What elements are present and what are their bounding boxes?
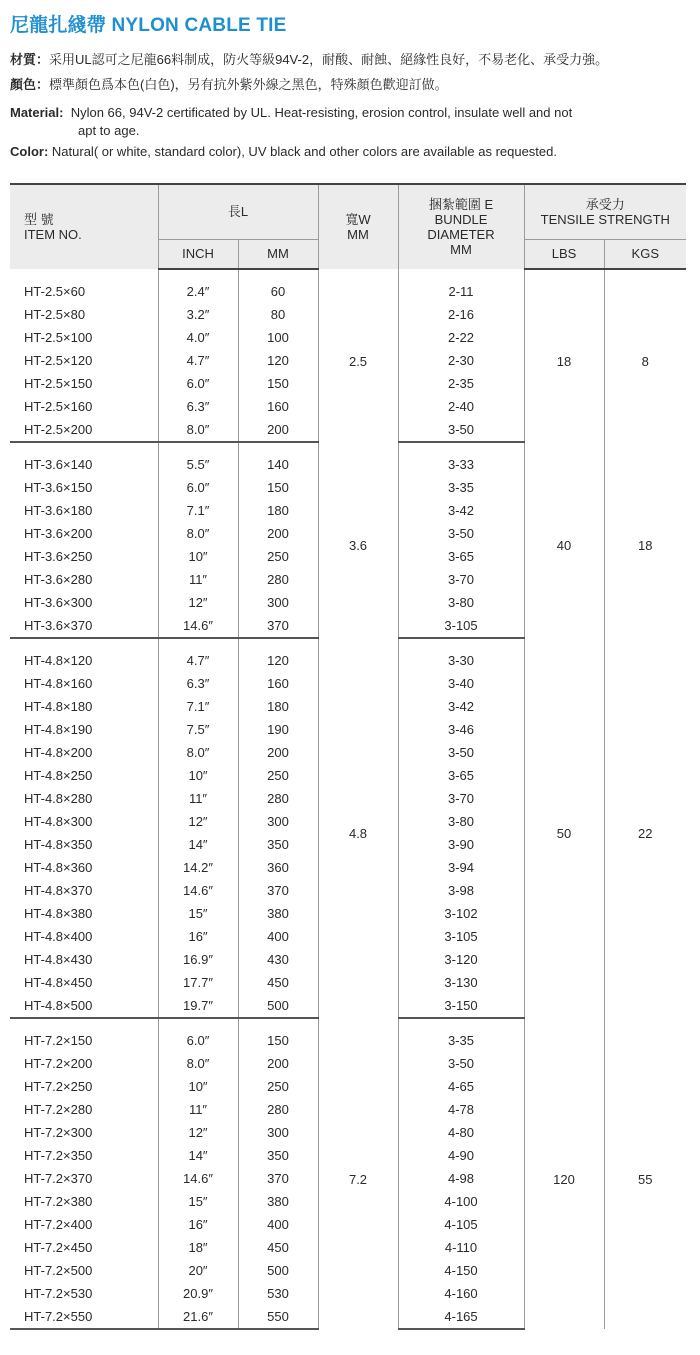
- mm-cell: 250: [238, 1075, 318, 1098]
- bundle-cell: 4-98: [398, 1167, 524, 1190]
- item-cell: HT-3.6×280: [24, 572, 93, 587]
- mm-cell: 160: [238, 395, 318, 418]
- inch-cell: 10″: [158, 545, 238, 568]
- en-color-label: Color:: [10, 144, 49, 159]
- mm-cell: 300: [238, 810, 318, 833]
- mm-cell: 550: [238, 1305, 318, 1329]
- bundle-cell: 3-50: [398, 1052, 524, 1075]
- spacer-cell: [158, 269, 238, 280]
- item-cell: HT-4.8×280: [24, 791, 93, 806]
- header-width: [318, 184, 398, 269]
- table-row: [10, 453, 686, 476]
- inch-cell: 8.0″: [158, 741, 238, 764]
- inch-cell: 7.5″: [158, 718, 238, 741]
- spacer-cell: [604, 442, 686, 453]
- inch-cell: 15″: [158, 902, 238, 925]
- mm-cell: 150: [238, 372, 318, 395]
- header-kgs: KGS: [604, 239, 686, 269]
- bundle-cell: 3-30: [398, 649, 524, 672]
- mm-cell: 360: [238, 856, 318, 879]
- mm-cell: 380: [238, 1190, 318, 1213]
- bundle-cell: 3-105: [398, 614, 524, 638]
- inch-cell: 11″: [158, 787, 238, 810]
- bundle-cell: 4-165: [398, 1305, 524, 1329]
- spacer-cell: [524, 442, 604, 453]
- inch-cell: 4.0″: [158, 326, 238, 349]
- mm-cell: 190: [238, 718, 318, 741]
- inch-cell: 16″: [158, 925, 238, 948]
- item-cell: HT-2.5×100: [24, 330, 93, 345]
- item-cell: HT-7.2×500: [24, 1263, 93, 1278]
- inch-cell: 20.9″: [158, 1282, 238, 1305]
- spacer-cell: [158, 442, 238, 453]
- mm-cell: 280: [238, 787, 318, 810]
- zh-color-text: 標準顏色爲本色(白色)，另有抗外紫外線之黑色，特殊顏色歡迎訂做。: [49, 77, 448, 92]
- item-cell: HT-2.5×150: [24, 376, 93, 391]
- item-cell: HT-4.8×430: [24, 952, 93, 967]
- zh-color-line: [10, 76, 448, 94]
- inch-cell: 6.0″: [158, 1029, 238, 1052]
- spacer-cell: [158, 1018, 238, 1029]
- item-cell: HT-2.5×60: [24, 284, 86, 299]
- item-cell: HT-4.8×370: [24, 883, 93, 898]
- spacer-cell: [238, 638, 318, 649]
- bundle-cell: 3-70: [398, 568, 524, 591]
- inch-cell: 8.0″: [158, 522, 238, 545]
- mm-cell: 370: [238, 879, 318, 902]
- mm-cell: 500: [238, 1259, 318, 1282]
- spacer-cell: [318, 1018, 398, 1029]
- mm-cell: 450: [238, 971, 318, 994]
- mm-cell: 200: [238, 522, 318, 545]
- item-cell: HT-4.8×180: [24, 699, 93, 714]
- item-cell: HT-4.8×190: [24, 722, 93, 737]
- spacer-cell: [524, 638, 604, 649]
- inch-cell: 15″: [158, 1190, 238, 1213]
- bundle-cell: 3-150: [398, 994, 524, 1018]
- inch-cell: 8.0″: [158, 418, 238, 442]
- item-cell: HT-2.5×120: [24, 353, 93, 368]
- spacer-cell: [604, 269, 686, 280]
- bundle-cell: 3-94: [398, 856, 524, 879]
- mm-cell: 180: [238, 499, 318, 522]
- table-group: [10, 638, 686, 1018]
- inch-cell: 12″: [158, 591, 238, 614]
- spacer-cell: [398, 1018, 524, 1029]
- table-row: [10, 1029, 686, 1052]
- mm-cell: 370: [238, 614, 318, 638]
- mm-cell: 250: [238, 764, 318, 787]
- item-cell: HT-3.6×370: [10, 614, 158, 638]
- header-tensile-en: TENSILE STRENGTH: [540, 211, 670, 227]
- header-item-en: ITEM NO.: [24, 227, 82, 242]
- mm-cell: 60: [238, 280, 318, 303]
- item-cell: HT-2.5×80: [24, 307, 86, 322]
- item-cell: HT-4.8×300: [24, 814, 93, 829]
- item-cell: HT-7.2×350: [24, 1148, 93, 1163]
- inch-cell: 14″: [158, 833, 238, 856]
- spacer-cell: [604, 638, 686, 649]
- width-cell: 7.2: [318, 1029, 398, 1329]
- mm-cell: 200: [238, 1052, 318, 1075]
- spacer-cell: [238, 1018, 318, 1029]
- bundle-cell: 2-16: [398, 303, 524, 326]
- bundle-cell: 3-35: [398, 1029, 524, 1052]
- bundle-cell: 3-90: [398, 833, 524, 856]
- table-group: [10, 269, 686, 442]
- inch-cell: 20″: [158, 1259, 238, 1282]
- inch-cell: 6.0″: [158, 476, 238, 499]
- inch-cell: 16.9″: [158, 948, 238, 971]
- inch-cell: 2.4″: [158, 280, 238, 303]
- bundle-cell: 4-100: [398, 1190, 524, 1213]
- mm-cell: 200: [238, 418, 318, 442]
- header-tensile-zh: 承受力: [585, 196, 625, 212]
- header-bundle-mm: MM: [450, 242, 472, 257]
- spacer-cell: [318, 442, 398, 453]
- mm-cell: 400: [238, 925, 318, 948]
- item-cell: HT-7.2×150: [24, 1033, 93, 1048]
- mm-cell: 300: [238, 1121, 318, 1144]
- item-cell: HT-4.8×200: [24, 745, 93, 760]
- width-cell: 3.6: [318, 453, 398, 638]
- item-cell: HT-4.8×350: [24, 837, 93, 852]
- inch-cell: 11″: [158, 568, 238, 591]
- inch-cell: 19.7″: [158, 994, 238, 1018]
- bundle-cell: 4-160: [398, 1282, 524, 1305]
- inch-cell: 11″: [158, 1098, 238, 1121]
- spacer-cell: [604, 1018, 686, 1029]
- inch-cell: 12″: [158, 810, 238, 833]
- bundle-cell: 2-35: [398, 372, 524, 395]
- bundle-cell: 4-90: [398, 1144, 524, 1167]
- bundle-cell: 3-80: [398, 810, 524, 833]
- item-cell: HT-7.2×380: [24, 1194, 93, 1209]
- table-group: [10, 1018, 686, 1329]
- inch-cell: 7.1″: [158, 499, 238, 522]
- en-color-line: [10, 143, 557, 161]
- mm-cell: 530: [238, 1282, 318, 1305]
- mm-cell: 500: [238, 994, 318, 1018]
- item-cell: HT-7.2×200: [24, 1056, 93, 1071]
- bundle-cell: 4-150: [398, 1259, 524, 1282]
- header-bundle-en2: DIAMETER: [427, 227, 495, 242]
- inch-cell: 16″: [158, 1213, 238, 1236]
- inch-cell: 17.7″: [158, 971, 238, 994]
- mm-cell: 430: [238, 948, 318, 971]
- mm-cell: 120: [238, 649, 318, 672]
- bundle-cell: 3-40: [398, 672, 524, 695]
- bundle-cell: 3-130: [398, 971, 524, 994]
- mm-cell: 80: [238, 303, 318, 326]
- spec-table: [10, 183, 686, 1330]
- item-cell: HT-4.8×250: [24, 768, 93, 783]
- item-cell: HT-7.2×400: [24, 1217, 93, 1232]
- bundle-cell: 2-30: [398, 349, 524, 372]
- inch-cell: 6.3″: [158, 672, 238, 695]
- spacer-cell: [238, 269, 318, 280]
- inch-cell: 10″: [158, 764, 238, 787]
- item-cell: HT-7.2×530: [24, 1286, 93, 1301]
- en-material-text: Nylon 66, 94V-2 certificated by UL. Heat-resisting, erosion control, insulate well and not: [70, 105, 573, 120]
- bundle-cell: 4-110: [398, 1236, 524, 1259]
- bundle-cell: 3-42: [398, 499, 524, 522]
- mm-cell: 160: [238, 672, 318, 695]
- inch-cell: 14.2″: [158, 856, 238, 879]
- kgs-cell: 18: [604, 453, 686, 638]
- header-width-zh: 寬W: [345, 212, 371, 227]
- inch-cell: 14.6″: [158, 879, 238, 902]
- en-material-text-cont: apt to age.: [78, 123, 140, 138]
- inch-cell: 21.6″: [158, 1305, 238, 1329]
- item-cell: HT-4.8×500: [10, 994, 158, 1018]
- kgs-cell: 22: [604, 649, 686, 1018]
- mm-cell: 280: [238, 568, 318, 591]
- inch-cell: 12″: [158, 1121, 238, 1144]
- bundle-cell: 3-33: [398, 453, 524, 476]
- inch-cell: 6.0″: [158, 372, 238, 395]
- spacer-cell: [398, 442, 524, 453]
- mm-cell: 120: [238, 349, 318, 372]
- mm-cell: 350: [238, 833, 318, 856]
- spacer-cell: [318, 638, 398, 649]
- inch-cell: 4.7″: [158, 349, 238, 372]
- item-cell: HT-7.2×550: [10, 1305, 158, 1329]
- item-cell: HT-4.8×120: [24, 653, 93, 668]
- mm-cell: 350: [238, 1144, 318, 1167]
- table-row: [10, 649, 686, 672]
- header-item-zh: 型 號: [24, 212, 54, 227]
- en-material-label: Material:: [10, 105, 64, 120]
- bundle-cell: 3-65: [398, 545, 524, 568]
- mm-cell: 370: [238, 1167, 318, 1190]
- mm-cell: 380: [238, 902, 318, 925]
- inch-cell: 18″: [158, 1236, 238, 1259]
- inch-cell: 5.5″: [158, 453, 238, 476]
- lbs-cell: 40: [524, 453, 604, 638]
- bundle-cell: 3-70: [398, 787, 524, 810]
- mm-cell: 280: [238, 1098, 318, 1121]
- table-group: [10, 442, 686, 638]
- item-cell: HT-4.8×400: [24, 929, 93, 944]
- inch-cell: 14.6″: [158, 1167, 238, 1190]
- bundle-cell: 3-105: [398, 925, 524, 948]
- width-cell: 4.8: [318, 649, 398, 1018]
- spacer-cell: [10, 638, 158, 649]
- header-lbs: LBS: [524, 239, 604, 269]
- item-cell: HT-2.5×200: [10, 418, 158, 442]
- zh-color-label: 顏色：: [10, 77, 50, 92]
- width-cell: 2.5: [318, 280, 398, 442]
- item-cell: HT-3.6×300: [24, 595, 93, 610]
- item-cell: HT-7.2×450: [24, 1240, 93, 1255]
- item-cell: HT-7.2×300: [24, 1125, 93, 1140]
- mm-cell: 250: [238, 545, 318, 568]
- bundle-cell: 3-50: [398, 522, 524, 545]
- item-cell: HT-3.6×180: [24, 503, 93, 518]
- spacer-cell: [524, 1018, 604, 1029]
- bundle-cell: 3-50: [398, 418, 524, 442]
- inch-cell: 7.1″: [158, 695, 238, 718]
- spacer-cell: [158, 638, 238, 649]
- bundle-cell: 4-80: [398, 1121, 524, 1144]
- bundle-cell: 3-42: [398, 695, 524, 718]
- bundle-cell: 3-102: [398, 902, 524, 925]
- mm-cell: 400: [238, 1213, 318, 1236]
- bundle-cell: 2-11: [398, 280, 524, 303]
- inch-cell: 4.7″: [158, 649, 238, 672]
- mm-cell: 180: [238, 695, 318, 718]
- header-mm: MM: [238, 239, 318, 269]
- item-cell: HT-3.6×150: [24, 480, 93, 495]
- lbs-cell: 50: [524, 649, 604, 1018]
- item-cell: HT-7.2×370: [24, 1171, 93, 1186]
- inch-cell: 3.2″: [158, 303, 238, 326]
- header-item: [10, 184, 158, 269]
- item-cell: HT-3.6×140: [24, 457, 93, 472]
- item-cell: HT-7.2×250: [24, 1079, 93, 1094]
- inch-cell: 6.3″: [158, 395, 238, 418]
- item-cell: HT-4.8×160: [24, 676, 93, 691]
- header-tensile: [524, 184, 686, 239]
- spacer-cell: [10, 1018, 158, 1029]
- item-cell: HT-4.8×380: [24, 906, 93, 921]
- mm-cell: 140: [238, 453, 318, 476]
- bundle-cell: 2-22: [398, 326, 524, 349]
- header-bundle-en1: BUNDLE: [434, 212, 488, 227]
- mm-cell: 100: [238, 326, 318, 349]
- header-width-mm: MM: [347, 227, 369, 242]
- table-row: [10, 280, 686, 303]
- inch-cell: 10″: [158, 1075, 238, 1098]
- zh-material-text: 采用UL認可之尼龍66料制成，防火等級94V-2，耐酸、耐蝕、絕緣性良好，不易老化、承受力強。: [49, 52, 609, 67]
- mm-cell: 150: [238, 1029, 318, 1052]
- item-cell: HT-7.2×280: [24, 1102, 93, 1117]
- en-color-text: Natural( or white, standard color), UV black and other colors are available as requested.: [51, 144, 557, 159]
- mm-cell: 450: [238, 1236, 318, 1259]
- mm-cell: 200: [238, 741, 318, 764]
- bundle-cell: 3-50: [398, 741, 524, 764]
- bundle-cell: 3-46: [398, 718, 524, 741]
- spacer-cell: [398, 638, 524, 649]
- lbs-cell: 18: [524, 280, 604, 442]
- item-cell: HT-3.6×200: [24, 526, 93, 541]
- item-cell: HT-4.8×450: [24, 975, 93, 990]
- inch-cell: 14″: [158, 1144, 238, 1167]
- item-cell: HT-3.6×250: [24, 549, 93, 564]
- item-cell: HT-2.5×160: [24, 399, 93, 414]
- page-title: 尼龍扎綫帶 NYLON CABLE TIE: [10, 15, 287, 36]
- header-length: 長L: [158, 184, 318, 239]
- kgs-cell: 55: [604, 1029, 686, 1329]
- mm-cell: 300: [238, 591, 318, 614]
- bundle-cell: 3-120: [398, 948, 524, 971]
- bundle-cell: 4-105: [398, 1213, 524, 1236]
- en-material-line: [10, 104, 690, 140]
- spacer-cell: [318, 269, 398, 280]
- inch-cell: 14.6″: [158, 614, 238, 638]
- header-inch: INCH: [158, 239, 238, 269]
- bundle-cell: 4-78: [398, 1098, 524, 1121]
- bundle-cell: 4-65: [398, 1075, 524, 1098]
- bundle-cell: 3-80: [398, 591, 524, 614]
- spacer-cell: [524, 269, 604, 280]
- bundle-cell: 3-35: [398, 476, 524, 499]
- zh-material-label: 材質：: [10, 52, 50, 67]
- mm-cell: 150: [238, 476, 318, 499]
- spacer-cell: [10, 269, 158, 280]
- header-bundle: [398, 184, 524, 269]
- spacer-cell: [398, 269, 524, 280]
- lbs-cell: 120: [524, 1029, 604, 1329]
- spacer-cell: [10, 442, 158, 453]
- bundle-cell: 3-98: [398, 879, 524, 902]
- inch-cell: 8.0″: [158, 1052, 238, 1075]
- bundle-cell: 3-65: [398, 764, 524, 787]
- zh-material-line: [10, 51, 608, 69]
- item-cell: HT-4.8×360: [24, 860, 93, 875]
- header-bundle-zh: 捆紮範圍 E: [428, 197, 494, 212]
- bundle-cell: 2-40: [398, 395, 524, 418]
- spacer-cell: [238, 442, 318, 453]
- kgs-cell: 8: [604, 280, 686, 442]
